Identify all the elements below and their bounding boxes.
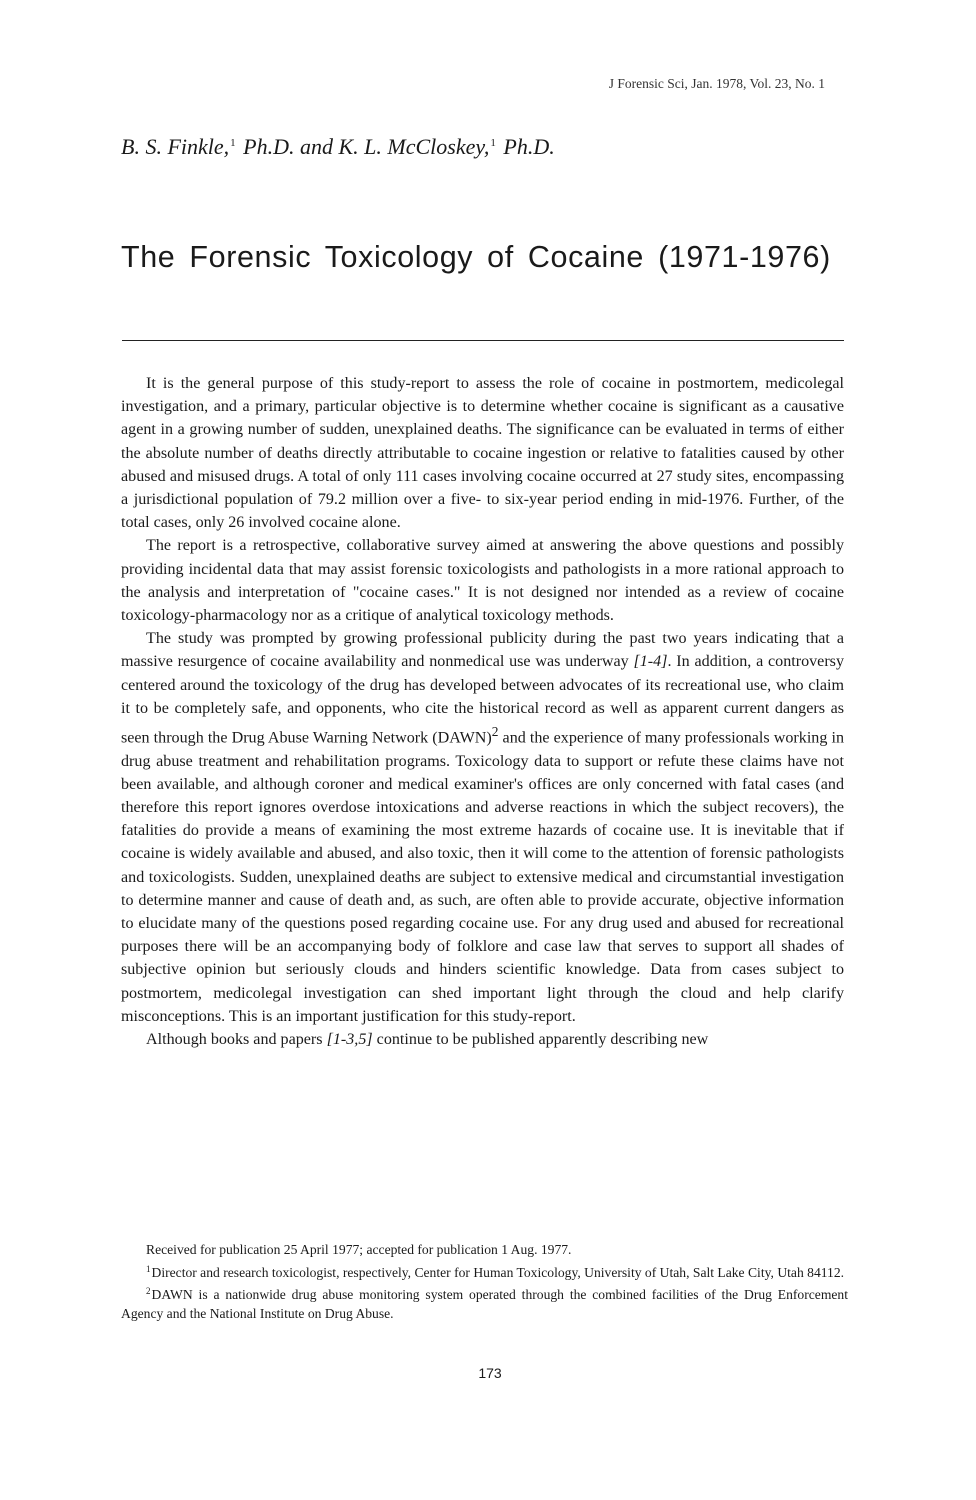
author-1-footnote-mark: 1: [230, 137, 236, 149]
paragraph-4: [121, 1028, 844, 1051]
article-title: The Forensic Toxicology of Cocaine (1971-1976): [121, 240, 831, 274]
journal-reference: J Forensic Sci, Jan. 1978, Vol. 23, No. 1: [608, 76, 825, 91]
title-divider: [122, 340, 844, 341]
citation-1-3-5: [1-3,5]: [326, 1031, 373, 1049]
footnote-2: [121, 1282, 848, 1323]
paragraph-3-part-c: and the experience of many professionals working in drug abuse treatment and rehabilitation programs. Toxicology data to support or refute these claims have not been available, and although coroner and medical examiner's offices are only concerned with fatal cases (and therefore this report ignores overdose intoxications and adverse reactions in which the subject recovers), the fatalities do provide a means of examining the most extreme hazards of cocaine use. It is inevitable that if cocaine is widely available and abused, and also toxic, then it will come to the attention of forensic pathologists and toxicologists. Sudden, unexplained deaths are subject to extensive medical and circumstantial investigation to determine manner and cause of death and, as such, are often able to provide accurate, objective information to elucidate many of the questions posed regarding cocaine use. For any drug used and abused for recreational purposes there will be an accompanying body of folklore and case law that serves to support all shades of subjective opinion but seriously clouds and hinders scientific knowledge. Data from cases subject to postmortem, medicolegal investigation can shed important light through the cloud and help clarify misconceptions. This is an important justification for this study-report.: [121, 729, 844, 1025]
author-line: [121, 134, 841, 160]
footnote-1-mark: 1: [146, 1263, 151, 1274]
author-conjunction: and: [299, 134, 333, 159]
author-2-name: K. L. McCloskey,: [338, 134, 490, 159]
author-2-degree: Ph.D.: [503, 134, 555, 159]
footnote-2-mark-bottom: 2: [146, 1286, 151, 1297]
received-note: Received for publication 25 April 1977; accepted for publication 1 Aug. 1977.: [146, 1242, 572, 1257]
article-body: [121, 372, 844, 1051]
citation-1-4: [1-4]: [633, 653, 668, 671]
paragraph-3-part-a: The study was prompted by growing professional publicity during the past two years indicating that a massive resurgence of cocaine availability and nonmedical use was underway: [121, 630, 844, 671]
paragraph-4-part-a: Although books and papers: [146, 1031, 323, 1049]
footnote-2-mark: 2: [491, 724, 499, 740]
author-1-degree: Ph.D.: [243, 134, 295, 159]
page-number: 173: [478, 1365, 502, 1381]
paragraph-3: [121, 627, 844, 1028]
footnotes: [121, 1241, 848, 1323]
paragraph-2: The report is a retrospective, collaborative survey aimed at answering the above questions and possibly providing incidental data that may assist forensic toxicologists and pathologists in a more rational approach to the analysis and interpretation of "cocaine cases." It is not designed nor intended as a review of cocaine toxicology-pharmacology nor as a critique of analytical toxicology methods.: [121, 537, 844, 625]
paragraph-4-part-b: continue to be published apparently describing new: [372, 1031, 709, 1049]
footnote-1: [121, 1260, 848, 1283]
author-1-name: B. S. Finkle,: [121, 134, 230, 159]
paragraph-1: It is the general purpose of this study-report to assess the role of cocaine in postmortem, medicolegal investigation, and a primary, particular objective is to determine whether cocaine is significant as a causative agent in a growing number of sudden, unexplained deaths. The significance can be evaluated in terms of either the absolute number of deaths directly attributable to cocaine ingestion or relative to fatalities caused by other abused and misused drugs. A total of only 111 cases involving cocaine occurred at 27 study sites, encompassing a jurisdictional population of 79.2 million over a five- to six-year period ending in mid-1976. Further, of the total cases, only 26 involved cocaine alone.: [121, 375, 844, 532]
footnote-2-text: DAWN is a nationwide drug abuse monitoring system operated through the combined facilities of the Drug Enforcement Agency and the National Institute on Drug Abuse.: [121, 1287, 848, 1321]
paragraph-3-part-b: . In addition, a controversy centered around the toxicology of the drug has developed between advocates of its recreational use, who claim it to be completely safe, and opponents, who cite the historical record as well as apparent current dangers as seen through the Drug Abuse Warning Network (DAWN): [121, 653, 844, 747]
footnote-1-text: Director and research toxicologist, respectively, Center for Human Toxicology, University of Utah, Salt Lake City, Utah 84112.: [151, 1264, 845, 1280]
author-2-footnote-mark: 1: [490, 137, 496, 149]
